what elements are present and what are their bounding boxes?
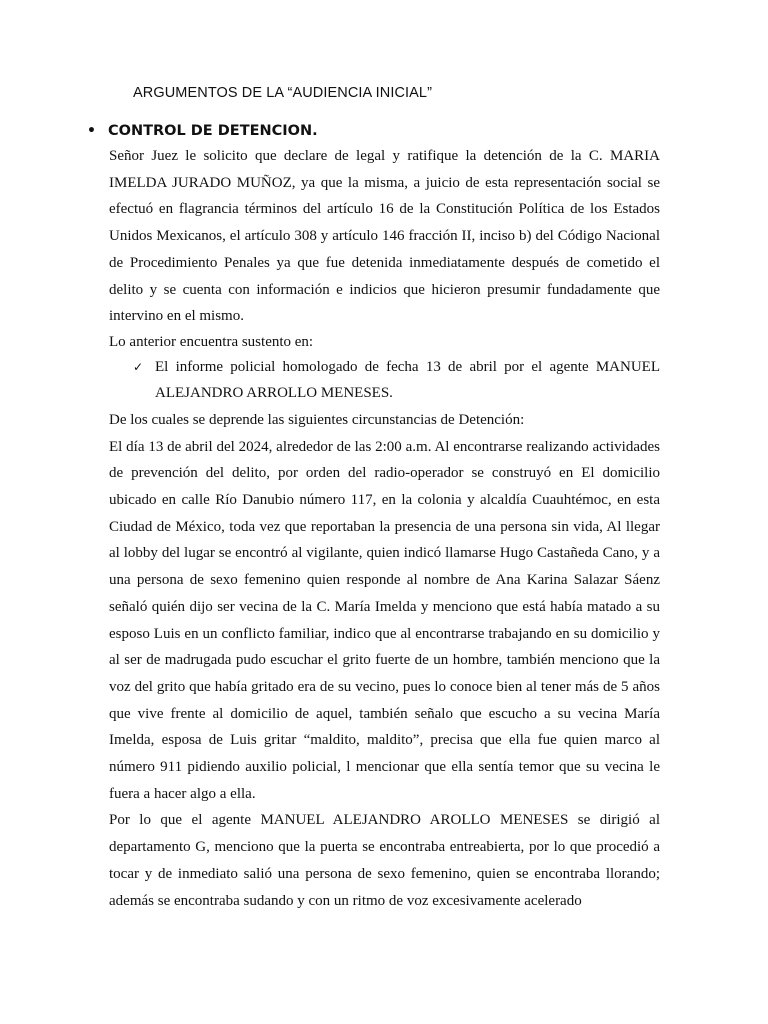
document-body xyxy=(109,143,660,914)
paragraph-request: Señor Juez le solicito que declare de legal y ratifique la detención de la C. MARIA IMELDA JURADO MUÑOZ, ya que la misma, a juicio de esta representación social se efectuó en flagrancia términos del artículo 16 de la Constitución Política de los Estados Unidos Mexicanos, el artículo 308 y artículo 146 fracción II, inciso b) del Código Nacional de Procedimiento Penales ya que fue detenida inmediatamente después de cometido el delito y se cuenta con información e indicios que hicieron presumir fundadamente que intervino en el mismo. xyxy=(109,148,660,325)
checkmark-icon: ✓ xyxy=(133,359,144,374)
evidence-item-text: El informe policial homologado de fecha 13 de abril por el agente MANUEL ALEJANDRO ARROLLO MENESES. xyxy=(155,358,660,402)
bullet-icon: • xyxy=(87,123,96,139)
paragraph-facts: El día 13 de abril del 2024, alrededor de las 2:00 a.m. Al encontrarse realizando actividades de prevención del delito, por orden del radio-operador se construyó en El domicilio ubicado en calle Río Danubio número 117, en la colonia y alcaldía Cuauhtémoc, en esta Ciudad de México, toda vez que reportaban la presencia de una persona sin vida, Al llegar al lobby del lugar se encontró al vigilante, quien indicó llamarse Hugo Castañeda Cano, y a una persona de sexo femenino quien responde al nombre de Ana Karina Salazar Sáenz señaló quién dijo ser vecina de la C. María Imelda y menciono que está había matado a su esposo Luis en un conflicto familiar, indico que al encontrarse trabajando en su domicilio y al ser de madrugada pudo escuchar el grito fuerte de un hombre, también menciono que la voz del grito que había gritado era de su vecino, pues lo conoce bien al tener más de 5 años que vive frente al domicilio de aquel, también señalo que escucho a su vecina María Imelda, esposa de Luis gritar “maldito, maldito”, precisa que ella fue quien marco al número 911 pidiendo auxilio policial, l mencionar que ella sentía temor que su vecina le fuera a hacer algo a ella. xyxy=(109,438,660,802)
evidence-list-item xyxy=(133,354,660,407)
paragraph-circumstances-intro: De los cuales se deprende las siguientes circunstancias de Detención: xyxy=(109,411,525,428)
paragraph-sustento: Lo anterior encuentra sustento en: xyxy=(109,333,314,350)
document-title: ARGUMENTOS DE LA “AUDIENCIA INICIAL” xyxy=(133,85,433,101)
section-heading xyxy=(87,123,318,139)
paragraph-agent-action: Por lo que el agente MANUEL ALEJANDRO AROLLO MENESES se dirigió al departamento G, menciono que la puerta se encontraba entreabierta, por lo que procedió a tocar y de inmediato salió una persona de sexo femenino, quien se encontraba llorando; además se encontraba sudando y con un ritmo de voz excesivamente acelerado xyxy=(109,812,660,909)
section-heading-text: CONTROL DE DETENCION. xyxy=(108,123,318,139)
